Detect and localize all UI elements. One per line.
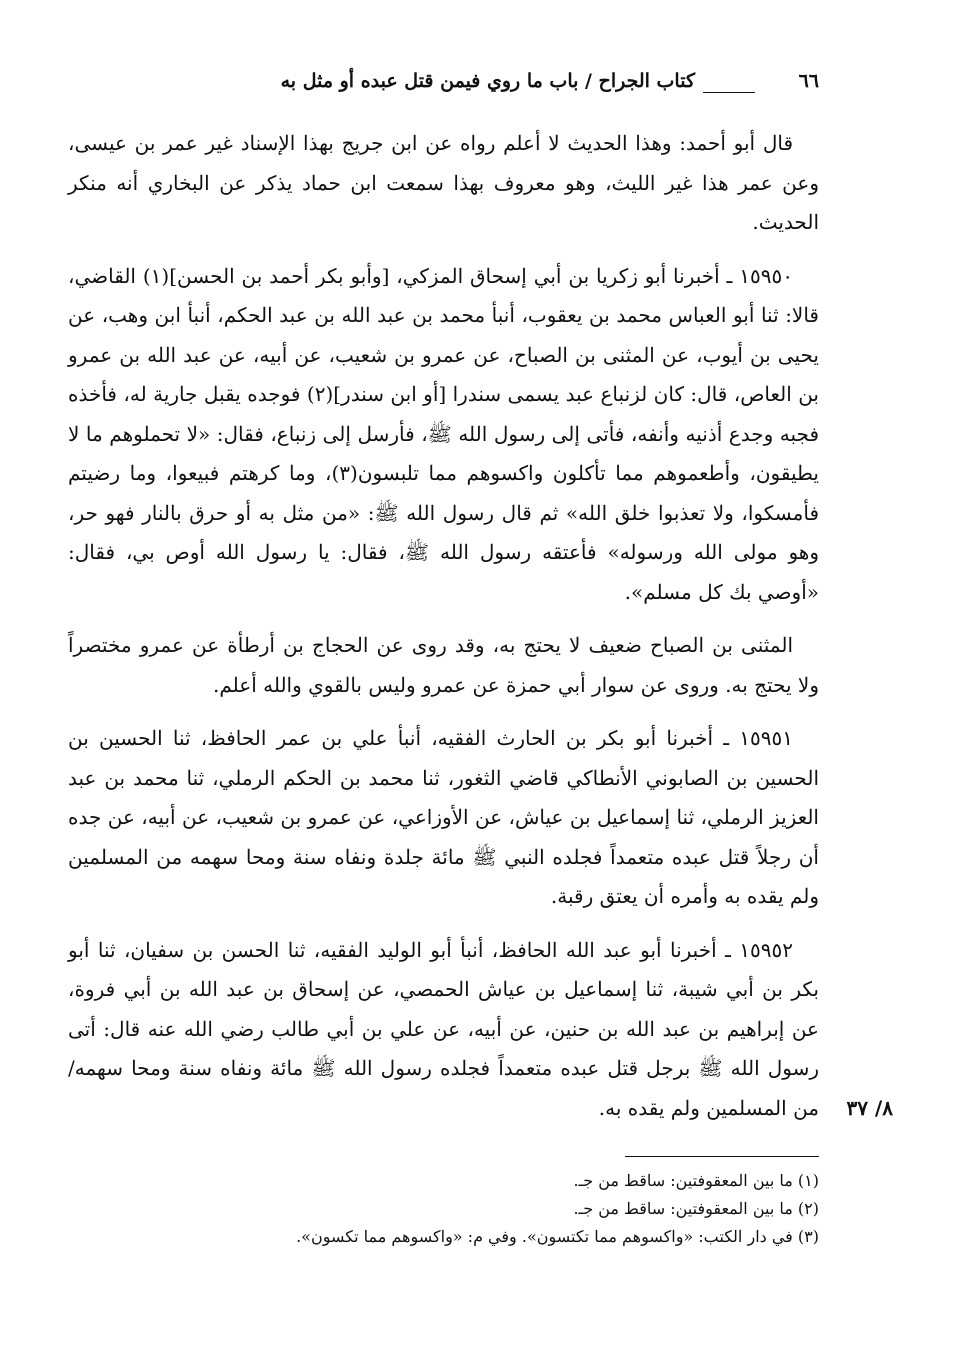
running-title: كتاب الجراح / باب ما روي فيمن قتل عبده أو مثل به: [280, 70, 695, 92]
footnote-separator: [625, 1156, 819, 1157]
hadith-15952-block: [68, 931, 893, 1129]
main-text: [68, 124, 893, 1128]
hadith-15951: ١٥٩٥١ ـ أخبرنا أبو بكر بن الحارث الفقيه، أنبأ علي بن عمر الحافظ، ثنا الحسين بن الحسين بن الصابوني الأنطاكي قاضي الثغور، ثنا محمد بن الحكم الرملي، ثنا محمد بن عبد العزيز الرملي، ثنا إسماعيل بن عياش، عن الأوزاعي، عن عمرو بن شعيب، عن أبيه، عن جده أن رجلاً قتل عبده متعمداً فجلده النبي ﷺ مائة جلدة ونفاه سنة ومحا سهمه من المسلمين ولم يقده به وأمره أن يعتق رقبة.: [68, 726, 819, 908]
hadith-15950: ١٥٩٥٠ ـ أخبرنا أبو زكريا بن أبي إسحاق المزكي، [وأبو بكر أحمد بن الحسن](١) القاضي، قالا: ثنا أبو العباس محمد بن يعقوب، أنبأ محمد بن عبد الله بن عبد الحكم، أنبأ ابن وهب، عن يحيى بن أيوب، عن المثنى بن الصباح، عن عمرو بن شعيب، عن أبيه، عن عبد الله بن عمرو بن العاص، قال: كان لزنباع عبد يسمى سندرا [أو ابن سندر](٢) فوجده يقبل جارية له، فأخذه فجبه وجدع أذنيه وأنفه، فأتى إلى رسول الله ﷺ، فأرسل إلى زنباع، فقال: «لا تحملوهم ما لا يطيقون، وأطعموهم مما تأكلون واكسوهم مما تلبسون(٣)، وما كرهتم فبيعوا، وما رضيتم فأمسكوا، ولا تعذبوا خلق الله» ثم قال رسول الله ﷺ: «من مثل به أو حرق بالنار فهو حر، وهو مولى الله ورسوله» فأعتقه رسول الله ﷺ، فقال: يا رسول الله أوص بي، فقال: «أوصي بك كل مسلم».: [68, 263, 819, 604]
footnotes: [68, 1167, 819, 1251]
running-head: [68, 70, 819, 104]
hadith-15952: ١٥٩٥٢ ـ أخبرنا أبو عبد الله الحافظ، أنبأ أبو الوليد الفقيه، ثنا الحسن بن سفيان، ثنا أبو بكر بن أبي شيبة، ثنا إسماعيل بن عياش الحمصي، عن إسحاق بن عبد الله بن أبي فروة، عن إبراهيم بن عبد الله بن حنين، عن أبيه، عن علي بن أبي طالب رضي الله عنه قال: أتى رسول الله ﷺ برجل قتل عبده متعمداً فجلده رسول الله ﷺ مائة ونفاه سنة ومحا سهمه/ من المسلمين ولم يقده به.: [68, 937, 819, 1120]
header-rule: [703, 92, 755, 93]
paragraph-commentary-2: المثنى بن الصباح ضعيف لا يحتج به، وقد روى عن الحجاج بن أرطأة عن عمرو مختصراً ولا يحتج به. وروى عن سوار أبي حمزة عن عمرو وليس بالقوي والله أعلم.: [68, 633, 819, 697]
paragraph-commentary-1: قال أبو أحمد: وهذا الحديث لا أعلم رواه عن ابن جريج بهذا الإسناد غير عمر بن عيسى، وعن عمر هذا غير الليث، وهو معروف بهذا سمعت ابن حماد يذكر عن البخاري أنه منكر الحديث.: [68, 131, 819, 234]
page-number: ٦٦: [798, 70, 819, 92]
footnote-2: (٢) ما بين المعقوفتين: ساقط من جـ.: [573, 1199, 819, 1218]
volume-page-marker: ٨/ ٣٧: [846, 1095, 893, 1120]
footnote-3: (٣) في دار الكتب: «واكسوهم مما تكتسون». وفي م: «واكسوهم مما تكسون».: [296, 1227, 819, 1246]
footnote-1: (١) ما بين المعقوفتين: ساقط من جـ.: [573, 1171, 819, 1190]
